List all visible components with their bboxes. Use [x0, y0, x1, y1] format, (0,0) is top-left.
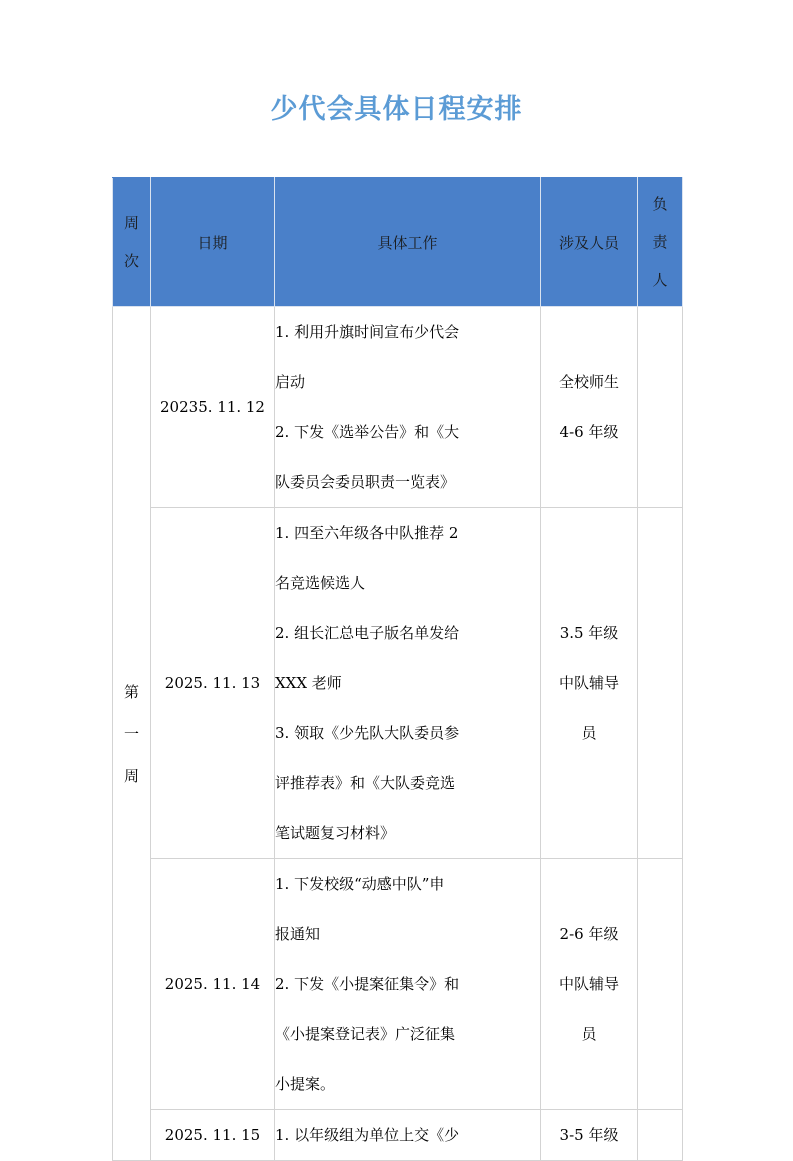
people-line: 员 — [581, 724, 597, 742]
people-line: 中队辅导 — [558, 674, 619, 692]
people-line: 2-6 年级 — [559, 925, 619, 943]
people-line: 3-5 年级 — [559, 1126, 619, 1144]
table-row — [113, 859, 683, 1110]
column-header-owner-char-1: 负 — [652, 195, 668, 213]
people-line: 3.5 年级 — [559, 624, 619, 642]
work-line: 评推荐表》和《大队委竞选 — [275, 774, 456, 792]
work-line: 2. 下发《小提案征集令》和 — [275, 975, 460, 993]
cell-people — [541, 859, 638, 1110]
people-line: 中队辅导 — [558, 975, 619, 993]
cell-owner — [638, 508, 683, 859]
people-line: 4-6 年级 — [559, 423, 619, 441]
work-line: XXX 老师 — [275, 674, 342, 692]
column-header-work: 具体工作 — [275, 178, 541, 307]
cell-owner — [638, 859, 683, 1110]
week-label-char-2: 一 — [123, 724, 139, 743]
table-row — [113, 1110, 683, 1161]
work-line: 《小提案登记表》广泛征集 — [275, 1025, 456, 1043]
cell-work — [275, 859, 541, 1110]
work-line: 队委员会委员职责一览表》 — [275, 473, 456, 491]
column-header-date: 日期 — [151, 178, 275, 307]
people-line: 全校师生 — [558, 373, 619, 391]
table-row — [113, 307, 683, 508]
work-line: 名竞选候选人 — [275, 574, 366, 592]
cell-people — [541, 307, 638, 508]
week-label-char-3: 周 — [123, 766, 139, 785]
work-line: 1. 以年级组为单位上交《少 — [275, 1126, 460, 1144]
week-label-char-1: 第 — [123, 682, 139, 701]
cell-work — [275, 307, 541, 508]
work-line: 启动 — [275, 373, 306, 391]
cell-owner — [638, 307, 683, 508]
column-header-owner-char-3: 人 — [652, 271, 668, 289]
schedule-table — [112, 177, 683, 1161]
page-title: 少代会具体日程安排 — [270, 94, 523, 124]
table-body — [113, 307, 683, 1161]
cell-date: 20235. 11. 12 — [151, 307, 275, 508]
column-header-people: 涉及人员 — [541, 178, 638, 307]
work-line: 1. 利用升旗时间宣布少代会 — [275, 323, 460, 341]
work-line: 1. 下发校级“动感中队”申 — [275, 875, 445, 893]
work-line: 笔试题复习材料》 — [275, 824, 396, 842]
people-line: 员 — [581, 1025, 597, 1043]
week-merged-cell — [113, 307, 151, 1161]
table-header-row — [113, 178, 683, 307]
work-line: 小提案。 — [275, 1075, 336, 1093]
cell-work — [275, 1110, 541, 1161]
column-header-week-char-1: 周 — [123, 214, 139, 232]
cell-date: 2025. 11. 14 — [151, 859, 275, 1110]
work-line: 3. 领取《少先队大队委员参 — [275, 724, 460, 742]
cell-people — [541, 1110, 638, 1161]
cell-work — [275, 508, 541, 859]
work-line: 报通知 — [275, 925, 321, 943]
schedule-table-container — [112, 177, 682, 1144]
cell-owner — [638, 1110, 683, 1161]
cell-people — [541, 508, 638, 859]
column-header-week — [113, 178, 151, 307]
work-line: 2. 下发《选举公告》和《大 — [275, 423, 460, 441]
cell-date: 2025. 11. 15 — [151, 1110, 275, 1161]
table-header — [113, 178, 683, 307]
table-row — [113, 508, 683, 859]
column-header-week-char-2: 次 — [123, 252, 139, 270]
column-header-owner-char-2: 责 — [652, 233, 668, 251]
work-line: 1. 四至六年级各中队推荐 2 — [275, 524, 459, 542]
column-header-owner — [638, 178, 683, 307]
work-line: 2. 组长汇总电子版名单发给 — [275, 624, 460, 642]
cell-date: 2025. 11. 13 — [151, 508, 275, 859]
